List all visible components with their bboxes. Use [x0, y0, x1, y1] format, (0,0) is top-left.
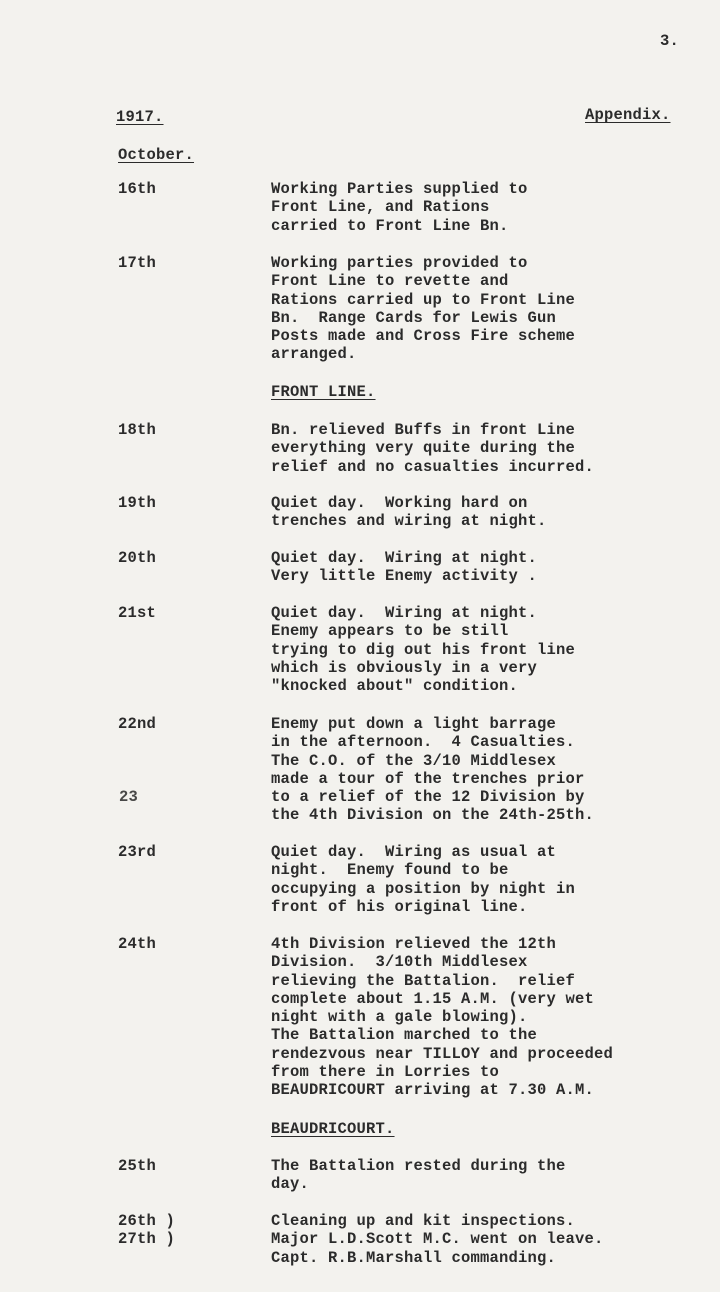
entry-text: Working Parties supplied to Front Line, and Rations carried to Front Line Bn.	[271, 180, 528, 235]
entry-date: 26th ) 27th )	[118, 1212, 176, 1249]
entry-date: 17th	[118, 254, 157, 272]
entry-text: Cleaning up and kit inspections. Major L.D.Scott M.C. went on leave. Capt. R.B.Marshall commanding.	[271, 1212, 604, 1267]
entry-text: Bn. relieved Buffs in front Line everything very quite during the relief and no casualties incurred.	[271, 421, 595, 476]
section-heading-front-line: FRONT LINE.	[271, 383, 376, 401]
entry-date: 23rd	[118, 843, 157, 861]
section-heading-beaudricourt: BEAUDRICOURT.	[271, 1120, 395, 1138]
entry-text: Working parties provided to Front Line to revette and Rations carried up to Front Line Bn. Range Cards for Lewis Gun Posts made and Cross Fire scheme arranged.	[271, 254, 576, 364]
entry-text: The Battalion rested during the day.	[271, 1157, 566, 1194]
entry-text: Quiet day. Wiring at night. Very little Enemy activity .	[271, 549, 538, 586]
entry-date: 20th	[118, 549, 157, 567]
entry-text: 4th Division relieved the 12th Division. 3/10th Middlesex relieving the Battalion. relief complete about 1.15 A.M. (very wet night with a gale blowing). The Battalion marched to the rendezvous near TILLOY and proceeded from there in Lorries to BEAUDRICOURT arriving at 7.30 A.M.	[271, 935, 614, 1100]
entry-text: Quiet day. Wiring as usual at night. Enemy found to be occupying a position by night in front of his original line.	[271, 843, 576, 916]
entry-date: 19th	[118, 494, 157, 512]
page-number: 3.	[660, 32, 680, 50]
entry-text: Enemy put down a light barrage in the afternoon. 4 Casualties. The C.O. of the 3/10 Middlesex made a tour of the trenches prior to a relief of the 12 Division by the 4th Division on the 24th-25th.	[271, 715, 595, 825]
entry-text: Quiet day. Wiring at night. Enemy appears to be still trying to dig out his front line which is obviously in a very "knocked about" condition.	[271, 604, 576, 696]
year-heading: 1917.	[116, 108, 164, 126]
month-heading: October.	[118, 146, 195, 164]
entry-date: 18th	[118, 421, 157, 439]
entry-date: 25th	[118, 1157, 157, 1175]
margin-note: 23	[119, 788, 139, 806]
entry-date: 16th	[118, 180, 157, 198]
entry-date: 22nd	[118, 715, 157, 733]
entry-text: Quiet day. Working hard on trenches and wiring at night.	[271, 494, 547, 531]
appendix-heading: Appendix.	[585, 106, 671, 124]
entry-date: 21st	[118, 604, 157, 622]
entry-date: 24th	[118, 935, 157, 953]
